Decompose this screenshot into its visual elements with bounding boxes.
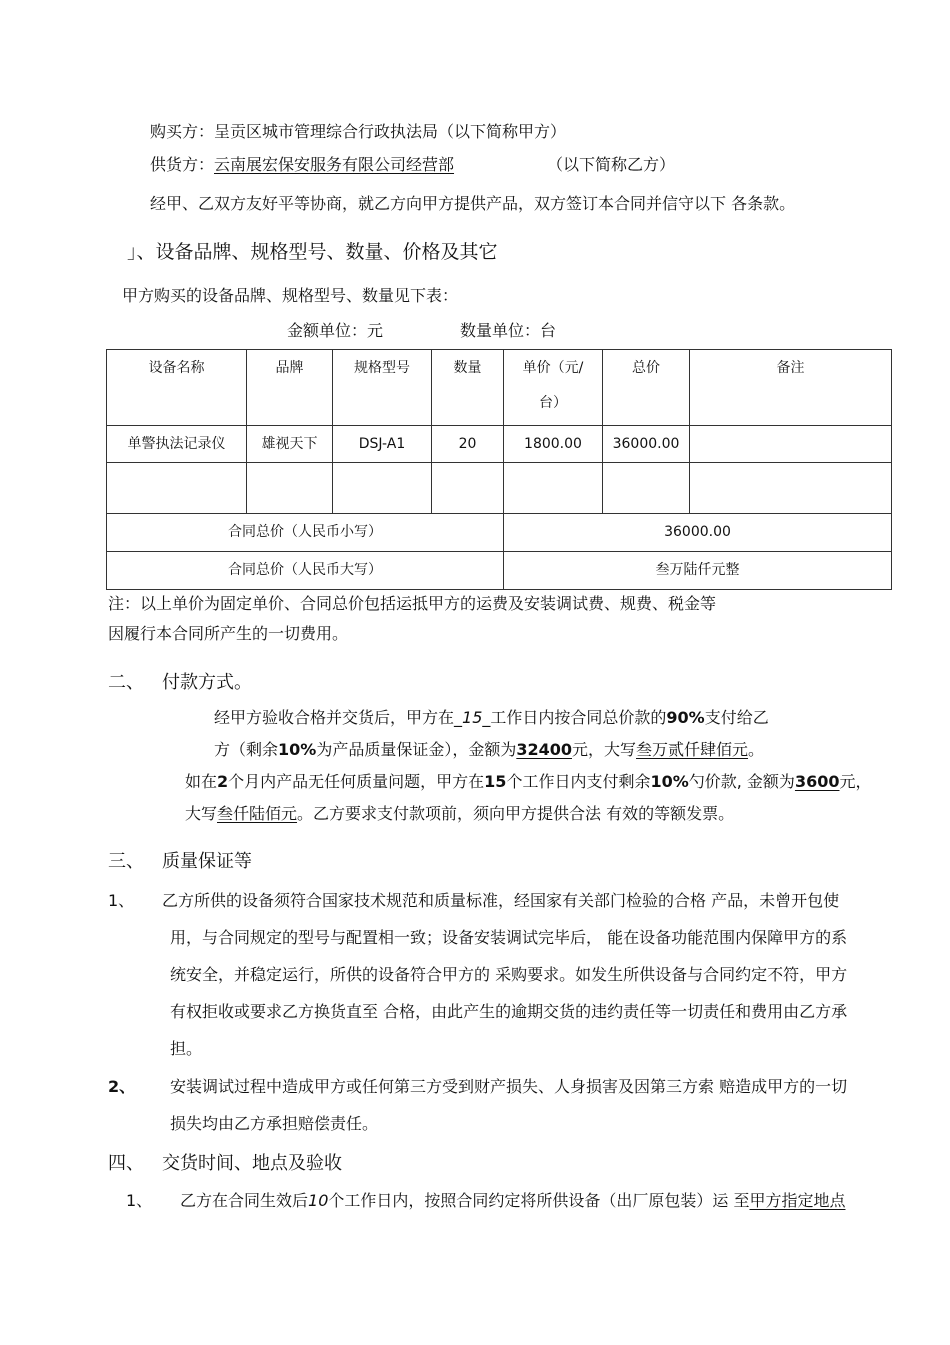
text: 个月内产品无任何质量问题，甲方在: [228, 772, 485, 791]
table-cell: DSJ-A1: [333, 426, 432, 463]
final-payment-days: 15: [484, 772, 507, 791]
section1-title: 」、设备品牌、规格型号、数量、价格及其它: [127, 241, 498, 263]
delivery-item1-line: [180, 1193, 845, 1209]
table-header-row: [107, 350, 892, 426]
text: 。乙方要求支付款项前，须向甲方提供合法 有效的等额发票。: [297, 804, 735, 823]
supplier-name: 云南展宏保安服务有限公司经营部: [214, 155, 455, 174]
quality-item2-line: 安装调试过程中造成甲方或任何第三方受到财产损失、人身损害及因第三方索 赔造成甲方的一切: [170, 1077, 848, 1096]
text: 元，: [839, 772, 872, 791]
table-cell: [247, 463, 333, 514]
item-number: 1、: [108, 891, 135, 910]
amount-unit: 金额单位：元: [287, 321, 384, 340]
header-cell: 规格型号: [333, 350, 432, 426]
delivery-place: 甲方指定地点: [749, 1191, 846, 1210]
item-number: 1、: [126, 1191, 153, 1210]
payment-amount: 32400: [516, 740, 572, 759]
supplier-line: [150, 157, 675, 173]
text: 。: [748, 740, 765, 759]
table-cell: [603, 463, 690, 514]
header-cell: 设备名称: [107, 350, 247, 426]
text: 为产品质量保证金），金额为: [316, 740, 517, 759]
total-small-label: 合同总价（人民币小写）: [107, 514, 504, 552]
table-cell: 36000.00: [603, 426, 690, 463]
header-unit-price-line2: 台）: [539, 394, 567, 411]
total-big-label: 合同总价（人民币大写）: [107, 552, 504, 590]
payment-line-4: [185, 806, 734, 822]
payment-days: 15: [462, 708, 483, 727]
text: _工作日内按合同总价款的: [482, 708, 667, 727]
table-cell: [107, 463, 247, 514]
header-cell: 备注: [690, 350, 892, 426]
table-cell: [504, 463, 603, 514]
payment-line-3: [185, 774, 871, 790]
buyer-line: 购买方：呈贡区城市管理综合行政执法局（以下简称甲方）: [150, 122, 567, 141]
quality-item1-line: 用，与合同规定的型号与配置相一致；设备安装调试完毕后， 能在设备功能范围内保障甲方的系: [170, 928, 848, 947]
table-cell: 单警执法记录仪: [107, 426, 247, 463]
payment-line-2: [214, 742, 764, 758]
total-big-row: [107, 552, 892, 590]
table-cell: [690, 426, 892, 463]
table-cell: [333, 463, 432, 514]
section1-intro: 甲方购买的设备品牌、规格型号、数量见下表：: [122, 286, 459, 305]
warranty-months: 2: [217, 772, 229, 791]
header-cell: 品牌: [247, 350, 333, 426]
delivery-days: 10: [308, 1191, 329, 1210]
remaining-percent: 10%: [278, 740, 317, 759]
section2-number: 二、: [108, 672, 144, 693]
equipment-table: [106, 349, 892, 590]
quality-item1-line: 统安全，并稳定运行，所供的设备符合甲方的 采购要求。如发生所供设备与合同约定不符，甲方: [170, 965, 848, 984]
table-row: [107, 426, 892, 463]
text: 经甲方验收合格并交货后，甲方在_: [214, 708, 463, 727]
supplier-label: 供货方：: [150, 155, 215, 174]
text: 勺价款, 金额为: [688, 772, 795, 791]
final-amount-words: 叁仟陆佰元: [217, 804, 298, 823]
table-cell: 20: [432, 426, 504, 463]
header-cell: 总价: [603, 350, 690, 426]
section3-title: 质量保证等: [162, 851, 252, 872]
table-cell: [432, 463, 504, 514]
total-small-value: 36000.00: [504, 514, 892, 552]
text: 支付给乙: [704, 708, 769, 727]
total-small-row: [107, 514, 892, 552]
header-cell: 数量: [432, 350, 504, 426]
quantity-unit: 数量单位：台: [460, 321, 557, 340]
table-cell: 1800.00: [504, 426, 603, 463]
header-unit-price-line1: 单价（元/: [522, 360, 584, 376]
item-number: 2、: [108, 1077, 136, 1096]
payment-amount-words: 叁万贰仟肆佰元: [636, 740, 749, 759]
text: 方（剩余: [214, 740, 279, 759]
table-cell: [690, 463, 892, 514]
note-line-2: 因履行本合同所产生的一切费用。: [108, 624, 349, 643]
text: 大写: [185, 804, 218, 823]
final-amount: 3600: [794, 772, 840, 791]
table-cell: 雄视天下: [247, 426, 333, 463]
text: 元，大写: [572, 740, 637, 759]
payment-percent: 90%: [666, 708, 705, 727]
quality-item1-line: 有权拒收或要求乙方换货直至 合格，由此产生的逾期交货的违约责任等一切责任和费用由乙方承: [170, 1002, 848, 1021]
quality-item1-line: 乙方所供的设备须符合国家技术规范和质量标准，经国家有关部门检验的合格 产品，未曾开包使: [162, 891, 840, 910]
text: 个工作日内，按照合同约定将所供设备（出厂原包装）运 至: [328, 1191, 750, 1210]
section3-number: 三、: [108, 851, 144, 872]
header-cell: [504, 350, 603, 426]
section4-title: 交货时间、地点及验收: [162, 1153, 342, 1174]
final-percent: 10%: [650, 772, 689, 791]
supplier-suffix: （以下简称乙方）: [547, 155, 676, 174]
quality-item2-line: 损失均由乙方承担赔偿责任。: [170, 1114, 379, 1133]
text: 个工作日内支付剩余: [506, 772, 651, 791]
intro-paragraph: 经甲、乙双方友好平等协商，就乙方向甲方提供产品，双方签订本合同并信守以下 各条款。: [150, 194, 796, 213]
table-row-empty: [107, 463, 892, 514]
text: 如在: [185, 772, 218, 791]
note-line-1: 注：以上单价为固定单价、合同总价包括运抵甲方的运费及安装调试费、规费、税金等: [108, 594, 717, 613]
total-big-value: 叁万陆仟元整: [504, 552, 892, 590]
payment-line-1: [214, 710, 769, 726]
quality-item1-line: 担。: [170, 1039, 203, 1058]
section4-number: 四、: [108, 1153, 144, 1174]
section2-title: 付款方式。: [162, 672, 252, 693]
text: 乙方在合同生效后: [180, 1191, 309, 1210]
